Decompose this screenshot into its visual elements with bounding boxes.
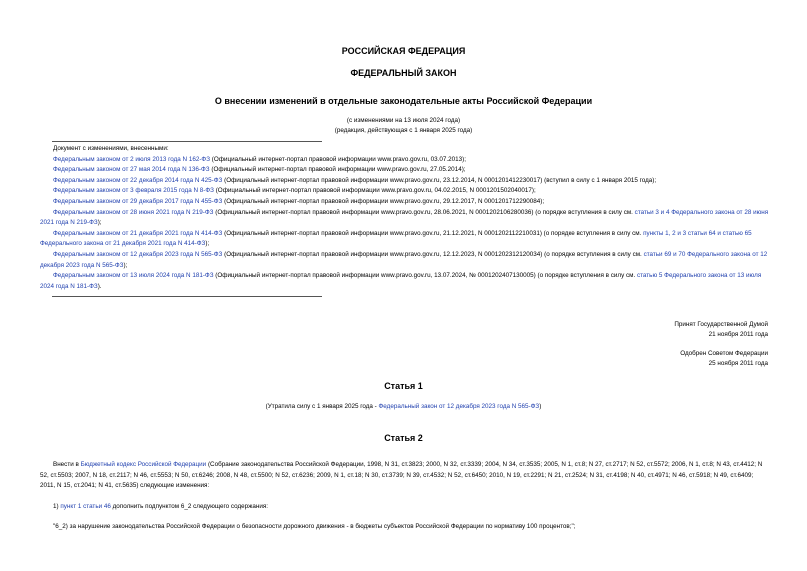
change-item: Федеральным законом от 28 июня 2021 года N 219-ФЗ (Официальный интернет-портал правовой информации www.pravo.gov.ru, 28.06.2021, N 0001202106280036) (о порядке вступления в силу см. статьи 3 и 4 Федерального закона от 28 июня 2021 года N 219-ФЗ); (40, 208, 769, 227)
change-link[interactable]: Федеральным законом от 3 февраля 2015 года N 8-ФЗ (53, 187, 214, 195)
change-item: Федеральным законом от 12 декабря 2023 года N 565-ФЗ (Официальный интернет-портал правовой информации www.pravo.gov.ru, 12.12.2023, N 0001202312120034) (о порядке вступления в силу см. статьи 69 и 70 Федерального закона от 12 декабря 2023 года N 565-ФЗ); (40, 250, 768, 269)
article-46-link[interactable]: пункт 1 статьи 46 (60, 502, 111, 510)
adoption-council: Одобрен Советом Федерации 25 ноября 2011 года (680, 350, 768, 367)
article-1-heading: Статья 1 (384, 381, 423, 391)
changes-note: (с изменениями на 13 июля 2024 года) (346, 117, 461, 124)
change-item: Федеральным законом от 21 декабря 2021 года N 414-ФЗ (Официальный интернет-портал правовой информации www.pravo.gov.ru, 21.12.2021, N 0001202112210031) (о порядке вступления в силу см. пункты 1, 2 и 3 статьи 64 и статью 65 Федерального закона от 21 декабря 2021 года N 414-ФЗ); (40, 229, 752, 248)
change-item: Федеральным законом от 22 декабря 2014 года N 425-ФЗ (Официальный интернет-портал правовой информации www.pravo.gov.ru, 23.12.2014, N 0001201412230017) (вступил в силу с 1 января 2015 года); (53, 176, 657, 184)
change-link[interactable]: Федеральным законом от 21 декабря 2021 года N 414-ФЗ (53, 229, 223, 237)
document-title: О внесении изменений в отдельные законодательные акты Российской Федерации (214, 96, 593, 106)
change-link[interactable]: Федеральным законом от 13 июля 2024 года N 181-ФЗ (53, 272, 214, 280)
article-2-heading: Статья 2 (384, 433, 423, 443)
article-1-link[interactable]: Федеральный закон от 12 декабря 2023 года N 565-ФЗ (378, 403, 540, 410)
change-link[interactable]: Федеральным законом от 27 мая 2014 года N 136-ФЗ (53, 166, 210, 174)
change-link[interactable]: Федеральным законом от 2 июля 2013 года N 162-ФЗ (53, 155, 211, 163)
change-link[interactable]: Федеральным законом от 22 декабря 2014 года N 425-ФЗ (53, 176, 223, 184)
effect-link[interactable]: статью 5 Федерального закона от 13 июля 2024 года N 181-ФЗ (40, 272, 762, 290)
bottom-divider (52, 296, 322, 297)
change-link[interactable]: Федеральным законом от 29 декабря 2017 года N 455-ФЗ (53, 197, 223, 205)
adoption-duma: Принят Государственной Думой 21 ноября 2011 года (674, 321, 768, 338)
edition-note: (редакция, действующая с 1 января 2025 года) (334, 127, 473, 134)
budget-code-link[interactable]: Бюджетный кодекс Российской Федерации (80, 461, 207, 468)
change-item: Федеральным законом от 3 февраля 2015 года N 8-ФЗ (Официальный интернет-портал правовой информации www.pravo.gov.ru, 04.02.2015, N 0001201502040017); (53, 187, 536, 195)
effect-link[interactable]: пункты 1, 2 и 3 статьи 64 и статью 65 Федерального закона от 21 декабря 2021 года N 414-ФЗ (40, 229, 752, 248)
country-heading: РОССИЙСКАЯ ФЕДЕРАЦИЯ (341, 46, 466, 56)
article-1-text: (Утратила силу с 1 января 2025 года - Федеральный закон от 12 декабря 2023 года N 565-ФЗ) (265, 403, 542, 410)
change-item: Федеральным законом от 27 мая 2014 года N 136-ФЗ (Официальный интернет-портал правовой информации www.pravo.gov.ru, 27.05.2014); (53, 166, 466, 174)
change-item: Федеральным законом от 13 июля 2024 года N 181-ФЗ (Официальный интернет-портал правовой информации www.pravo.gov.ru, 13.07.2024, № 0001202407130005) (о порядке вступления в силу см. статью 5 Федерального закона от 13 июля 2024 года N 181-ФЗ). (40, 272, 762, 290)
law-type-heading: ФЕДЕРАЛЬНЫЙ ЗАКОН (350, 68, 457, 78)
effect-link[interactable]: статьи 69 и 70 Федерального закона от 12 декабря 2023 года N 565-ФЗ (40, 250, 768, 269)
article-2-item-1: 1) пункт 1 статьи 46 дополнить подпунктом 6_2 следующего содержания: (53, 502, 268, 510)
effect-link[interactable]: статьи 3 и 4 Федерального закона от 28 июня 2021 года N 219-ФЗ (40, 208, 769, 227)
article-2-quote: "6_2) за нарушение законодательства Российской Федерации о безопасности дорожного движения - в бюджеты субъектов Российской Федерации по нормативу 100 процентов;"; (53, 523, 576, 531)
change-link[interactable]: Федеральным законом от 12 декабря 2023 года N 565-ФЗ (53, 250, 223, 258)
changes-list (40, 144, 770, 292)
change-link[interactable]: Федеральным законом от 28 июня 2021 года N 219-ФЗ (53, 208, 214, 216)
article-2-paragraph: Внести в Бюджетный кодекс Российской Федерации (Собрание законодательства Российской Федерации, 1998, N 31, ст.3823; 2000, N 32, ст.3339; 2004, N 34, ст.3535; 2005, N 1, ст.8; N 27, ст.2717; N 52, ст.5572; 2006, N 1, ст.8; N 43, ст.4412; N 52, ст.5503; 2007, N 18, ст.2117; N 46, ст.5553; N 50, ст.6246; 2008, N 48, ст.5500; N 52, ст.6236; 2009, N 1, ст.18; N 30, ст.3739; N 39, ст.4532; N 52, ст.6450; 2010, N 19, ст.2291; N 21, ст.2524; N 31, ст.4198; N 40, ст.4971; N 46, ст.5918; N 49, ст.6409; 2011, N 15, ст.2041; N 41, ст.5635) следующие изменения: (40, 461, 763, 490)
top-divider (52, 141, 322, 142)
article-2-body (40, 460, 770, 533)
change-item: Федеральным законом от 29 декабря 2017 года N 455-ФЗ (Официальный интернет-портал правовой информации www.pravo.gov.ru, 29.12.2017, N 0001201712290084); (53, 197, 545, 205)
change-item: Федеральным законом от 2 июля 2013 года N 162-ФЗ (Официальный интернет-портал правовой информации www.pravo.gov.ru, 03.07.2013); (53, 155, 466, 163)
changes-intro: Документ с изменениями, внесенными: (53, 145, 169, 152)
